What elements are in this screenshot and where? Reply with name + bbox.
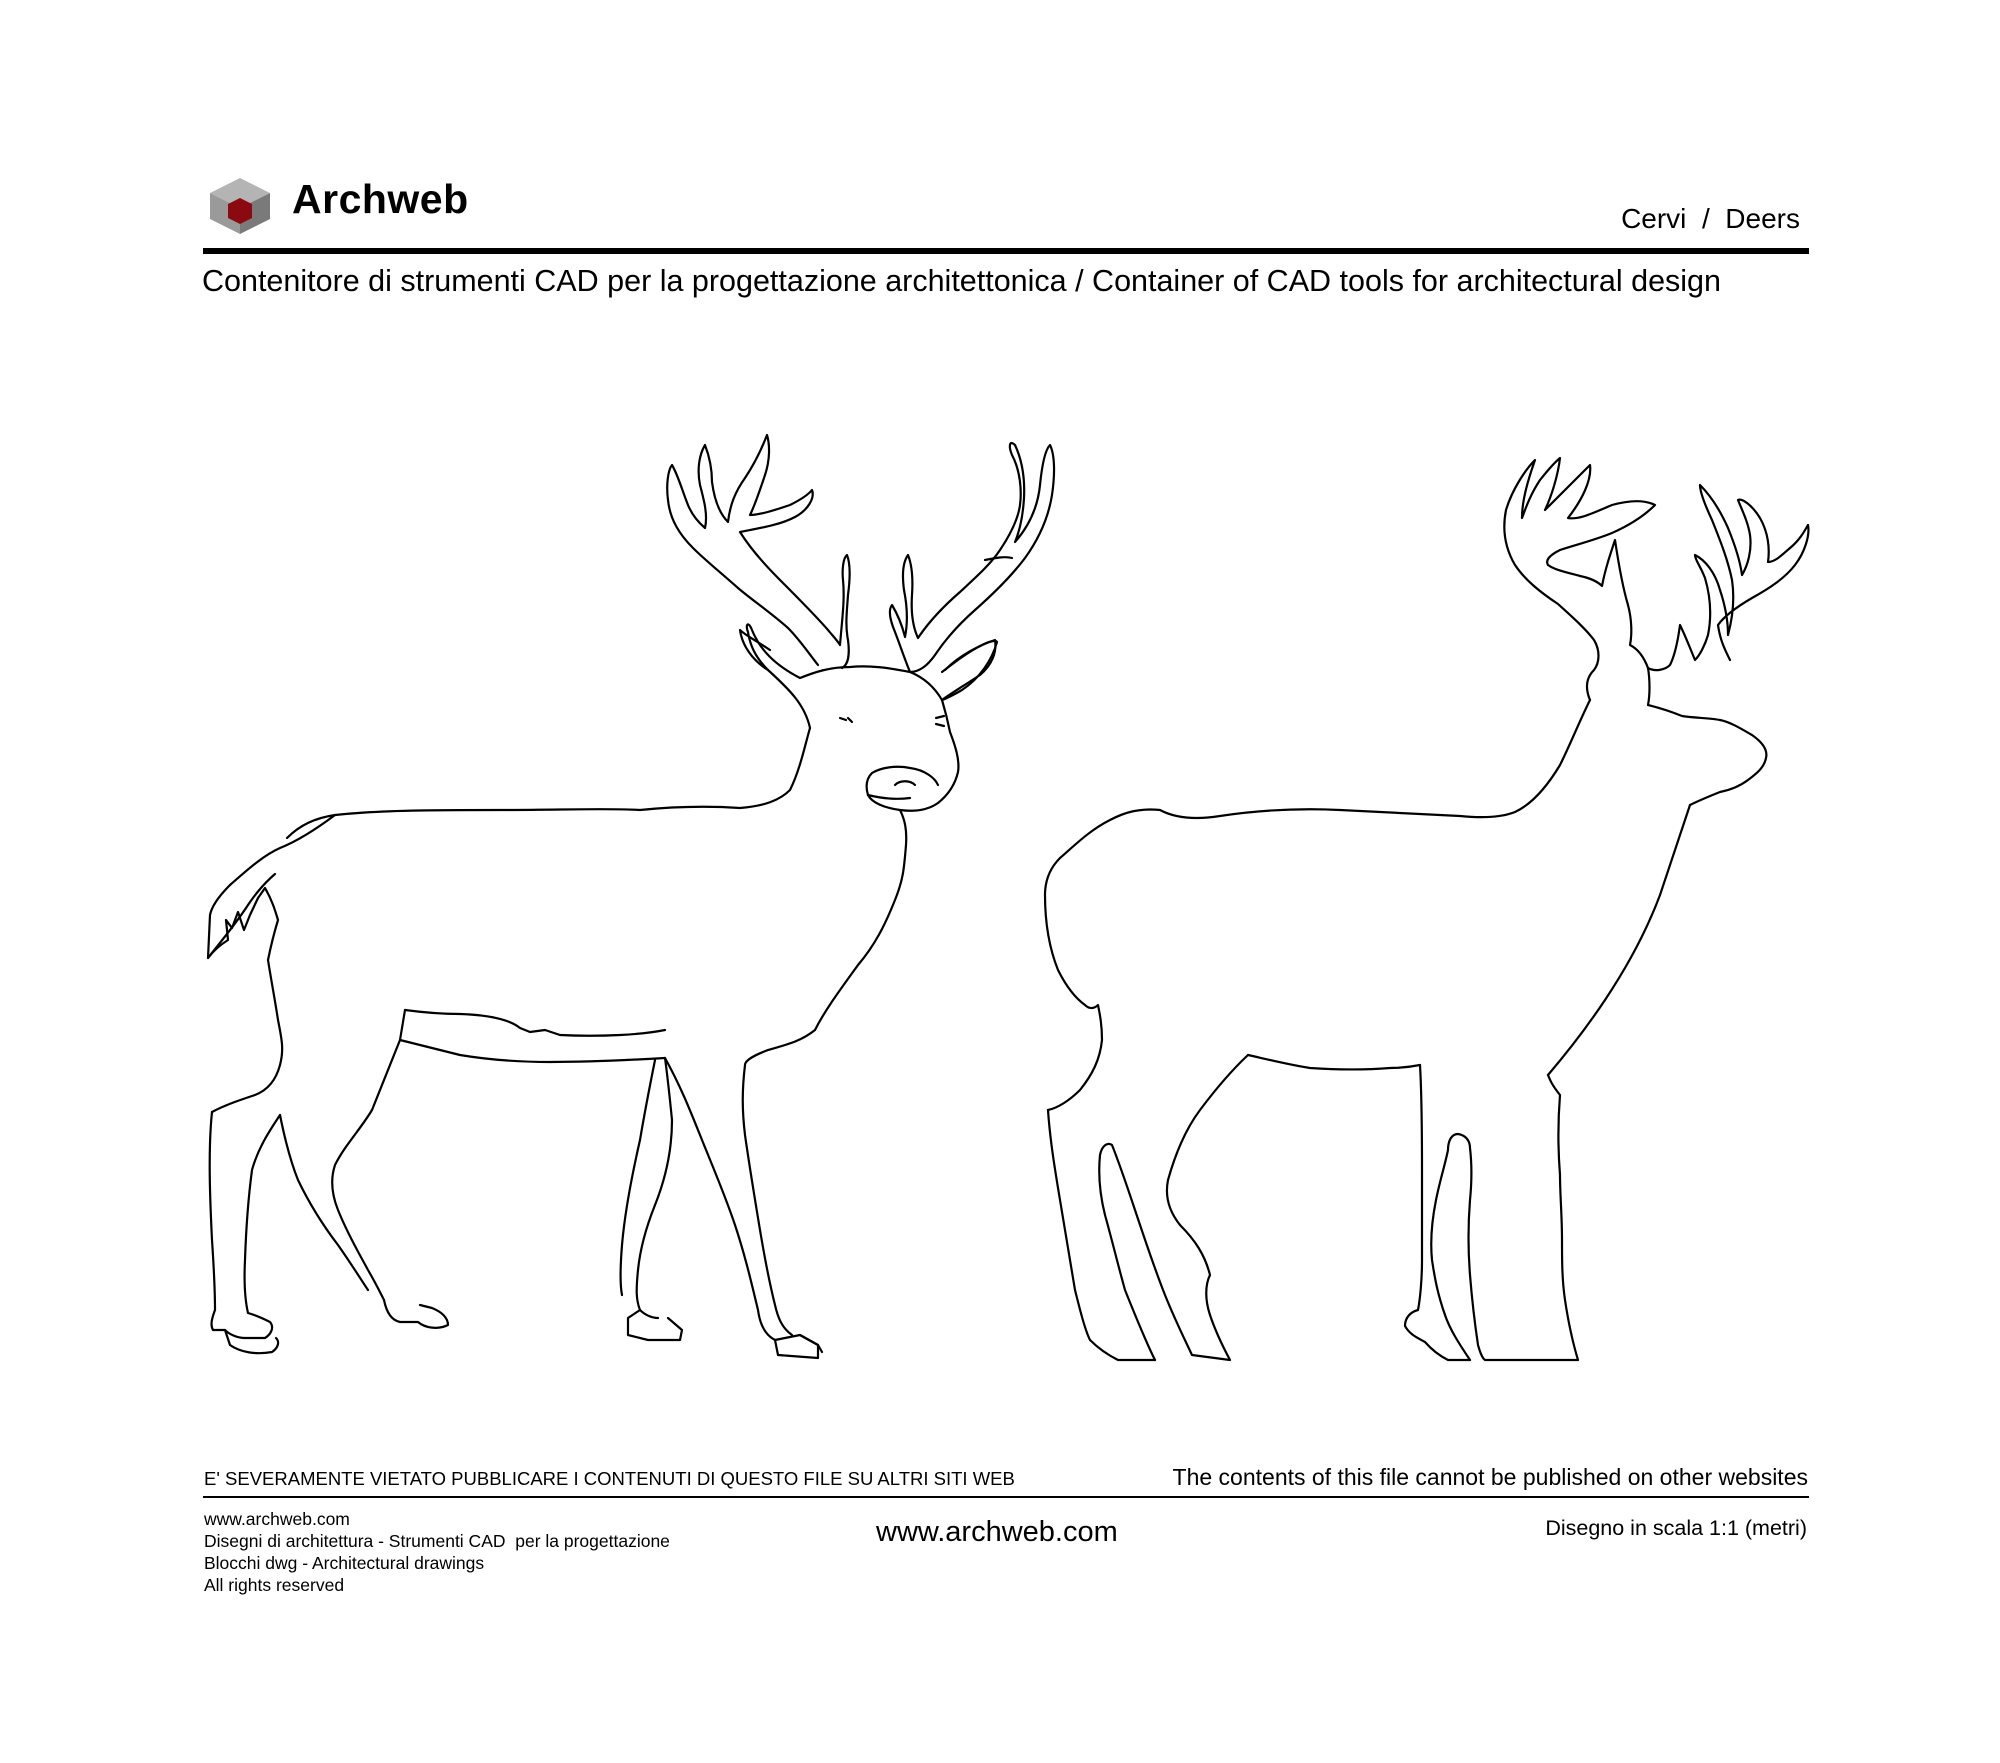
brand-name: Archweb [292, 176, 469, 222]
warning-italian: E' SEVERAMENTE VIETATO PUBBLICARE I CONTENUTI DI QUESTO FILE SU ALTRI SITI WEB [204, 1468, 1015, 1489]
footer-credit-line: All rights reserved [204, 1575, 345, 1595]
deer-silhouette [1045, 458, 1808, 1360]
footer-credit-line: Disegni di architettura - Strumenti CAD per la progettazione [204, 1531, 670, 1551]
footer-url: www.archweb.com [876, 1516, 1118, 1548]
warning-english: The contents of this file cannot be published on other websites [1172, 1464, 1808, 1490]
drawing-category: Cervi / Deers [1621, 203, 1800, 234]
page-subtitle: Contenitore di strumenti CAD per la progettazione architettonica / Container of CAD tools for architectural design [202, 264, 1721, 298]
footer-credit-line: www.archweb.com [204, 1509, 350, 1529]
footer-credit-line: Blocchi dwg - Architectural drawings [204, 1553, 485, 1573]
deer-line-drawing [208, 435, 1054, 1358]
scale-note: Disegno in scala 1:1 (metri) [1545, 1516, 1807, 1540]
footer-credits [204, 1508, 670, 1596]
footer-divider [203, 1496, 1809, 1498]
